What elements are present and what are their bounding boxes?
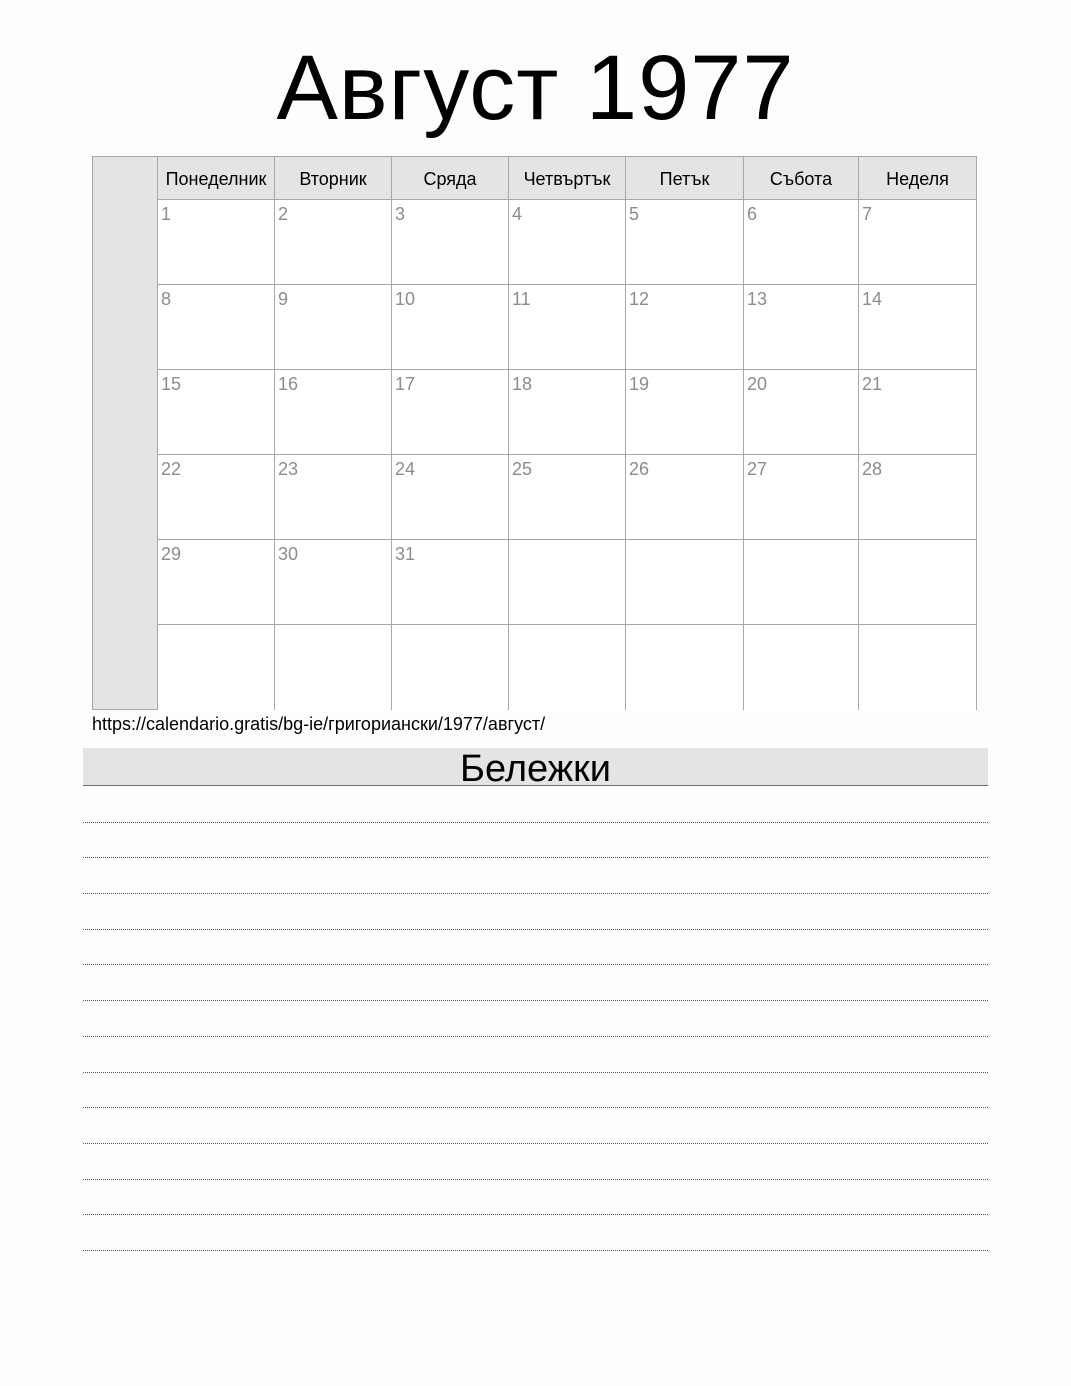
day-cell: 24 bbox=[392, 455, 509, 540]
day-cell bbox=[626, 625, 744, 710]
notes-line bbox=[83, 1250, 988, 1251]
day-cell bbox=[859, 625, 976, 710]
day-cell bbox=[744, 625, 859, 710]
weekday-header: Петък bbox=[626, 157, 744, 200]
day-cell: 4 bbox=[509, 200, 626, 285]
day-cell: 17 bbox=[392, 370, 509, 455]
day-cell: 26 bbox=[626, 455, 744, 540]
notes-line bbox=[83, 822, 988, 823]
page-title: Август 1977 bbox=[276, 37, 795, 139]
day-cell: 12 bbox=[626, 285, 744, 370]
notes-line bbox=[83, 1072, 988, 1073]
notes-line bbox=[83, 929, 988, 930]
day-cell: 3 bbox=[392, 200, 509, 285]
notes-line bbox=[83, 1000, 988, 1001]
day-cell: 15 bbox=[158, 370, 275, 455]
weekday-header: Четвъртък bbox=[509, 157, 626, 200]
notes-line bbox=[83, 1107, 988, 1108]
day-cell: 9 bbox=[275, 285, 392, 370]
weekday-header: Вторник bbox=[275, 157, 392, 200]
day-cell: 31 bbox=[392, 540, 509, 625]
day-cell bbox=[158, 625, 275, 710]
day-cell: 25 bbox=[509, 455, 626, 540]
day-cell bbox=[744, 540, 859, 625]
day-cell: 10 bbox=[392, 285, 509, 370]
day-cell: 2 bbox=[275, 200, 392, 285]
day-cell: 8 bbox=[158, 285, 275, 370]
day-cell bbox=[859, 540, 976, 625]
day-cell: 21 bbox=[859, 370, 976, 455]
weekday-header: Понеделник bbox=[158, 157, 275, 200]
notes-line bbox=[83, 964, 988, 965]
calendar-body bbox=[158, 157, 976, 709]
day-cell: 30 bbox=[275, 540, 392, 625]
day-cell: 22 bbox=[158, 455, 275, 540]
notes-line bbox=[83, 1179, 988, 1180]
weekday-header: Неделя bbox=[859, 157, 976, 200]
day-cell: 5 bbox=[626, 200, 744, 285]
day-cell: 28 bbox=[859, 455, 976, 540]
day-cell bbox=[509, 540, 626, 625]
day-cell bbox=[392, 625, 509, 710]
weekday-header: Сряда bbox=[392, 157, 509, 200]
day-cell: 11 bbox=[509, 285, 626, 370]
calendar-grid bbox=[92, 156, 977, 710]
day-cell: 7 bbox=[859, 200, 976, 285]
notes-heading: Бележки bbox=[83, 748, 988, 786]
weekday-header: Събота bbox=[744, 157, 859, 200]
day-cell: 18 bbox=[509, 370, 626, 455]
day-cell: 1 bbox=[158, 200, 275, 285]
day-cell: 19 bbox=[626, 370, 744, 455]
day-cell: 29 bbox=[158, 540, 275, 625]
day-cell: 23 bbox=[275, 455, 392, 540]
day-cell: 13 bbox=[744, 285, 859, 370]
calendar-sidebar bbox=[93, 157, 158, 709]
notes-line bbox=[83, 857, 988, 858]
day-cell: 14 bbox=[859, 285, 976, 370]
day-cell bbox=[275, 625, 392, 710]
day-cell: 16 bbox=[275, 370, 392, 455]
day-cell bbox=[626, 540, 744, 625]
day-cell: 20 bbox=[744, 370, 859, 455]
notes-line bbox=[83, 1036, 988, 1037]
day-cell: 27 bbox=[744, 455, 859, 540]
notes-line bbox=[83, 1143, 988, 1144]
day-cell bbox=[509, 625, 626, 710]
notes-line bbox=[83, 1214, 988, 1215]
notes-line bbox=[83, 893, 988, 894]
source-url: https://calendario.gratis/bg-ie/григориански/1977/август/ bbox=[92, 714, 546, 734]
day-cell: 6 bbox=[744, 200, 859, 285]
